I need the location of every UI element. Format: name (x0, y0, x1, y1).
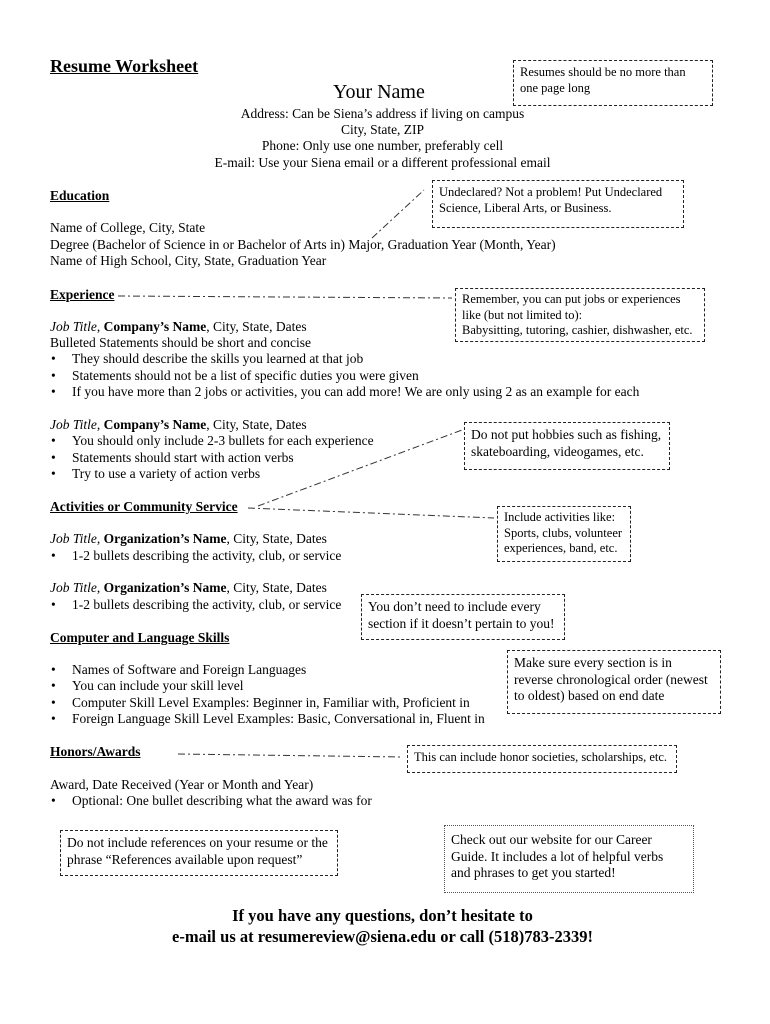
note-line: Science, Liberal Arts, or Business. (439, 200, 612, 215)
activity2-title: Job Title (50, 580, 97, 595)
activities-heading: Activities or Community Service (50, 499, 238, 514)
skills-heading: Computer and Language Skills (50, 630, 230, 645)
connector-activities (248, 508, 494, 518)
list-item: • They should describe the skills you learned at that job (50, 351, 363, 368)
note-line: Make sure every section is in (514, 655, 672, 670)
activity2-line: Job Title, Organization’s Name, City, State, Dates (50, 580, 327, 595)
job1-details: , City, State, Dates (206, 319, 307, 334)
note-undeclared (432, 180, 684, 228)
note-jobs (455, 288, 705, 342)
job2-details: , City, State, Dates (206, 417, 307, 432)
activity1-org: Organization’s Name (103, 531, 227, 546)
note-line: and phrases to get you started! (451, 865, 616, 880)
list-item: • Names of Software and Foreign Languages (50, 662, 306, 679)
honors-heading: Honors/Awards (50, 744, 141, 759)
note-line: This can include honor societies, scholarships, etc. (414, 750, 668, 764)
note-website (444, 825, 694, 893)
job1-title: Job Title (50, 319, 97, 334)
page-title: Resume Worksheet (50, 56, 199, 76)
list-item: • If you have more than 2 jobs or activities, you can add more! We are only using 2 as an example for each (50, 384, 639, 401)
list-item: • Computer Skill Level Examples: Beginner in, Familiar with, Proficient in (50, 695, 470, 712)
note-line: skateboarding, videogames, etc. (471, 443, 644, 459)
note-line: Include activities like: (504, 510, 616, 524)
note-line: You don’t need to include every (368, 599, 541, 614)
note-order (507, 650, 721, 714)
note-line: reverse chronological order (newest (514, 671, 708, 687)
list-item: • 1-2 bullets describing the activity, club, or service (50, 548, 341, 565)
note-references (60, 830, 338, 876)
activity1-details: , City, State, Dates (226, 531, 327, 546)
activity2-org: Organization’s Name (103, 580, 227, 595)
note-line: Undeclared? Not a problem! Put Undeclared (439, 185, 663, 199)
note-line: Resumes should be no more than (520, 65, 686, 79)
note-one-page (513, 60, 713, 106)
list-item: • Optional: One bullet describing what the award was for (50, 793, 372, 810)
education-high-school: Name of High School, City, State, Graduation Year (50, 253, 327, 268)
footer-line-2: e-mail us at resumereview@siena.edu or call (518)783-2339! (172, 927, 593, 946)
list-item: • Statements should start with action verbs (50, 450, 294, 467)
resume-name: Your Name (333, 81, 425, 103)
list-item: • Foreign Language Skill Level Examples: Basic, Conversational in, Fluent in (50, 711, 485, 728)
connector-undeclared (372, 190, 424, 238)
list-item: • You should only include 2-3 bullets for each experience (50, 433, 374, 450)
note-line: Remember, you can put jobs or experiences (462, 292, 681, 306)
job1-company: Company’s Name (103, 319, 207, 334)
education-degree: Degree (Bachelor of Science in or Bachelor of Arts in) Major, Graduation Year (Month, Year) (50, 237, 556, 252)
note-line: Do not include references on your resume or the (67, 835, 328, 850)
note-line: Sports, clubs, volunteer (504, 525, 623, 540)
connector-honors (178, 754, 402, 757)
footer-line-1: If you have any questions, don’t hesitate to (232, 906, 533, 925)
experience-heading: Experience (50, 287, 115, 302)
note-line: Check out our website for our Career (451, 832, 652, 847)
job2-title: Job Title (50, 417, 97, 432)
list-item: • 1-2 bullets describing the activity, club, or service (50, 597, 341, 614)
note-line: section if it doesn’t pertain to you! (368, 615, 555, 631)
note-honors (407, 745, 677, 773)
note-line: like (but not limited to): (462, 307, 583, 322)
connector-experience (118, 296, 452, 298)
note-line: Do not put hobbies such as fishing, (471, 427, 662, 442)
note-line: to oldest) based on end date (514, 688, 665, 703)
bulleted-note: Bulleted Statements should be short and concise (50, 335, 311, 350)
contact-phone: Phone: Only use one number, preferably cell (261, 138, 504, 153)
activity1-title: Job Title (50, 531, 97, 546)
note-activities (497, 506, 631, 562)
education-heading: Education (50, 188, 110, 203)
education-college: Name of College, City, State (50, 220, 206, 235)
contact-address: Address: Can be Siena’s address if living on campus (240, 106, 525, 121)
list-item: • Statements should not be a list of specific duties you were given (50, 368, 419, 385)
note-hobbies (464, 422, 670, 470)
activity1-line: Job Title, Organization’s Name, City, State, Dates (50, 531, 327, 546)
contact-city: City, State, ZIP (340, 122, 425, 137)
list-item: • You can include your skill level (50, 678, 243, 695)
job2-line: Job Title, Company’s Name, City, State, Dates (50, 417, 307, 432)
honors-line: Award, Date Received (Year or Month and Year) (50, 777, 314, 792)
activity2-details: , City, State, Dates (226, 580, 327, 595)
list-item: • Try to use a variety of action verbs (50, 466, 260, 483)
note-line: phrase “References available upon request” (67, 851, 303, 867)
note-line: Babysitting, tutoring, cashier, dishwasher, etc. (462, 323, 693, 337)
job1-line: Job Title, Company’s Name, City, State, Dates (50, 319, 307, 334)
note-line: one page long (520, 80, 591, 95)
note-line: Guide. It includes a lot of helpful verbs (451, 848, 664, 864)
note-section (361, 594, 565, 640)
note-line: experiences, band, etc. (504, 541, 618, 555)
job2-company: Company’s Name (103, 417, 207, 432)
contact-email: E-mail: Use your Siena email or a different professional email (214, 155, 551, 170)
